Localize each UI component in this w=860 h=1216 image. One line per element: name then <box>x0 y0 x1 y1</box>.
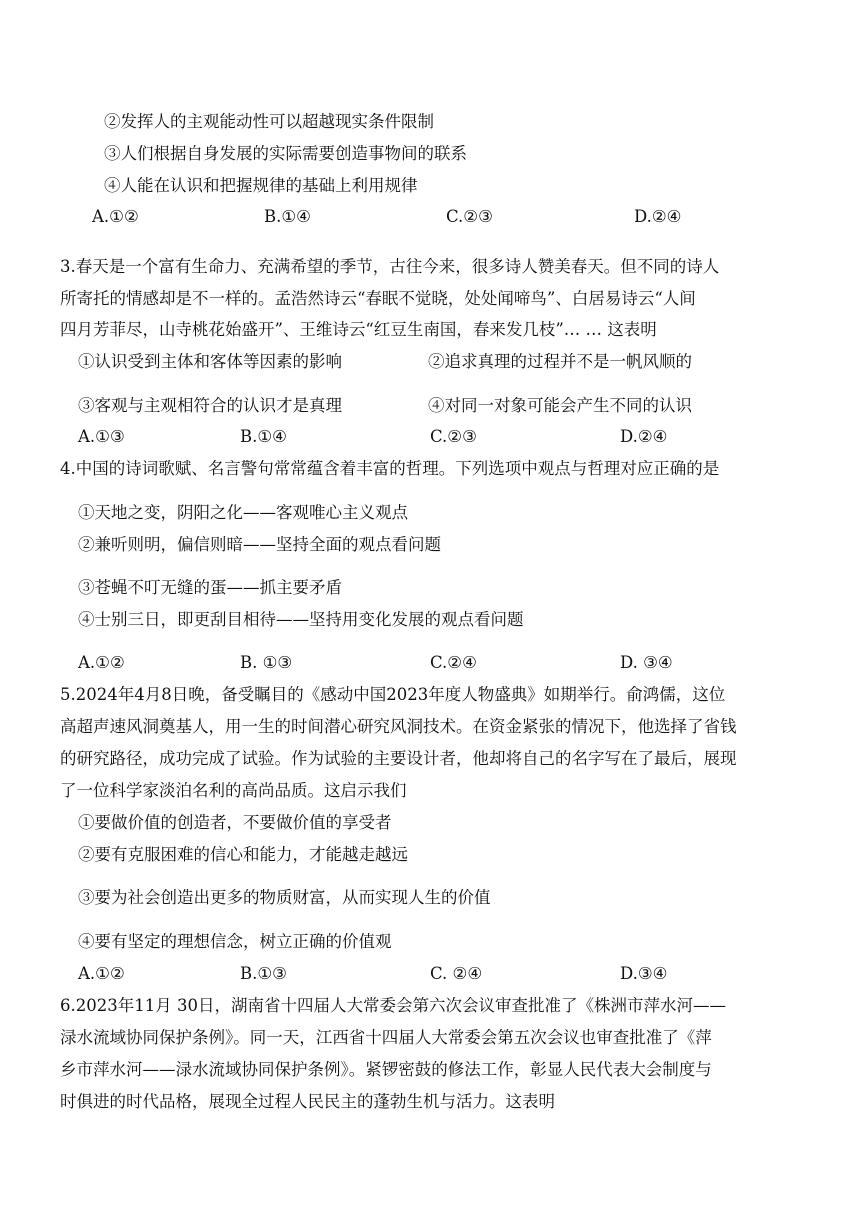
q5-option-3: ③要为社会创造出更多的物质财富，从而实现人生的价值 <box>78 888 491 907</box>
q2-choice-d: D.②④ <box>634 207 682 226</box>
q3-option-3: ③客观与主观相符合的认识才是真理 <box>78 396 342 415</box>
q2-option-2: ②发挥人的主观能动性可以超越现实条件限制 <box>104 112 434 131</box>
q5-stem-line-1: 5.2024年4月8日晚，备受瞩目的《感动中国2023年度人物盛典》如期举行。俞鸿儒，这位 <box>60 685 726 704</box>
q3-choice-b: B.①④ <box>240 427 287 446</box>
q5-stem-line-3: 的研究路径，成功完成了试验。作为试验的主要设计者，他却将自己的名字写在了最后，展现 <box>60 749 737 768</box>
q3-stem-line-2: 所寄托的情感却是不一样的。孟浩然诗云“春眠不觉晓，处处闻啼鸟”、白居易诗云“人间 <box>60 289 696 308</box>
q3-option-1: ①认识受到主体和客体等因素的影响 <box>78 352 342 371</box>
q3-option-2: ②追求真理的过程并不是一帆风顺的 <box>428 352 692 371</box>
q5-option-4: ④要有坚定的理想信念，树立正确的价值观 <box>78 932 392 951</box>
q2-choice-b: B.①④ <box>264 207 311 226</box>
q6-stem-line-4: 时俱进的时代品格，展现全过程人民民主的蓬勃生机与活力。这表明 <box>60 1092 555 1111</box>
q5-choice-a: A.①② <box>78 964 125 983</box>
q3-choice-c: C.②③ <box>430 427 477 446</box>
q4-stem-line-1: 4.中国的诗词歌赋、名言警句常常蕴含着丰富的哲理。下列选项中观点与哲理对应正确的是 <box>60 459 720 478</box>
q5-stem-line-4: 了一位科学家淡泊名利的高尚品质。这启示我们 <box>60 781 407 800</box>
q5-option-2: ②要有克服困难的信心和能力，才能越走越远 <box>78 845 408 864</box>
q5-choice-c: C. ②④ <box>430 964 483 983</box>
q3-choice-a: A.①③ <box>78 427 125 446</box>
q2-option-4: ④人能在认识和把握规律的基础上利用规律 <box>104 176 418 195</box>
q3-choice-d: D.②④ <box>620 427 668 446</box>
q5-option-1: ①要做价值的创造者，不要做价值的享受者 <box>78 813 392 832</box>
q2-choice-a: A.①② <box>92 207 139 226</box>
q2-option-3: ③人们根据自身发展的实际需要创造事物间的联系 <box>104 144 467 163</box>
q4-option-4: ④士别三日，即更刮目相待——坚持用变化发展的观点看问题 <box>78 610 524 629</box>
q4-choice-d: D. ③④ <box>620 653 673 672</box>
q5-choice-b: B.①③ <box>240 964 287 983</box>
q2-choice-c: C.②③ <box>446 207 493 226</box>
q4-option-2: ②兼听则明，偏信则暗——坚持全面的观点看问题 <box>78 535 441 554</box>
q5-choice-d: D.③④ <box>620 964 668 983</box>
q6-stem-line-2: 渌水流域协同保护条例》。同一天，江西省十四届人大常委会第五次会议也审查批准了《萍 <box>60 1028 712 1047</box>
q6-stem-line-1: 6.2023年11月 30日，湖南省十四届人大常委会第六次会议审查批准了《株洲市萍水河—— <box>60 996 726 1015</box>
q4-choice-b: B. ①③ <box>240 653 293 672</box>
q4-option-3: ③苍蝇不叮无缝的蛋——抓主要矛盾 <box>78 578 342 597</box>
q4-choice-a: A.①② <box>78 653 125 672</box>
q3-stem-line-3: 四月芳菲尽，山寺桃花始盛开”、王维诗云“红豆生南国，春来发几枝”… … 这表明 <box>60 320 657 339</box>
q4-option-1: ①天地之变，阴阳之化——客观唯心主义观点 <box>78 503 408 522</box>
q4-choice-c: C.②④ <box>430 653 477 672</box>
q5-stem-line-2: 高超声速风洞奠基人，用一生的时间潜心研究风洞技术。在资金紧张的情况下，他选择了省钱 <box>60 717 737 736</box>
q3-stem-line-1: 3.春天是一个富有生命力、充满希望的季节，古往今来，很多诗人赞美春天。但不同的诗人 <box>60 257 720 276</box>
q6-stem-line-3: 乡市萍水河——渌水流域协同保护条例》。紧锣密鼓的修法工作，彰显人民代表大会制度与 <box>60 1060 712 1079</box>
q3-option-4: ④对同一对象可能会产生不同的认识 <box>428 396 692 415</box>
